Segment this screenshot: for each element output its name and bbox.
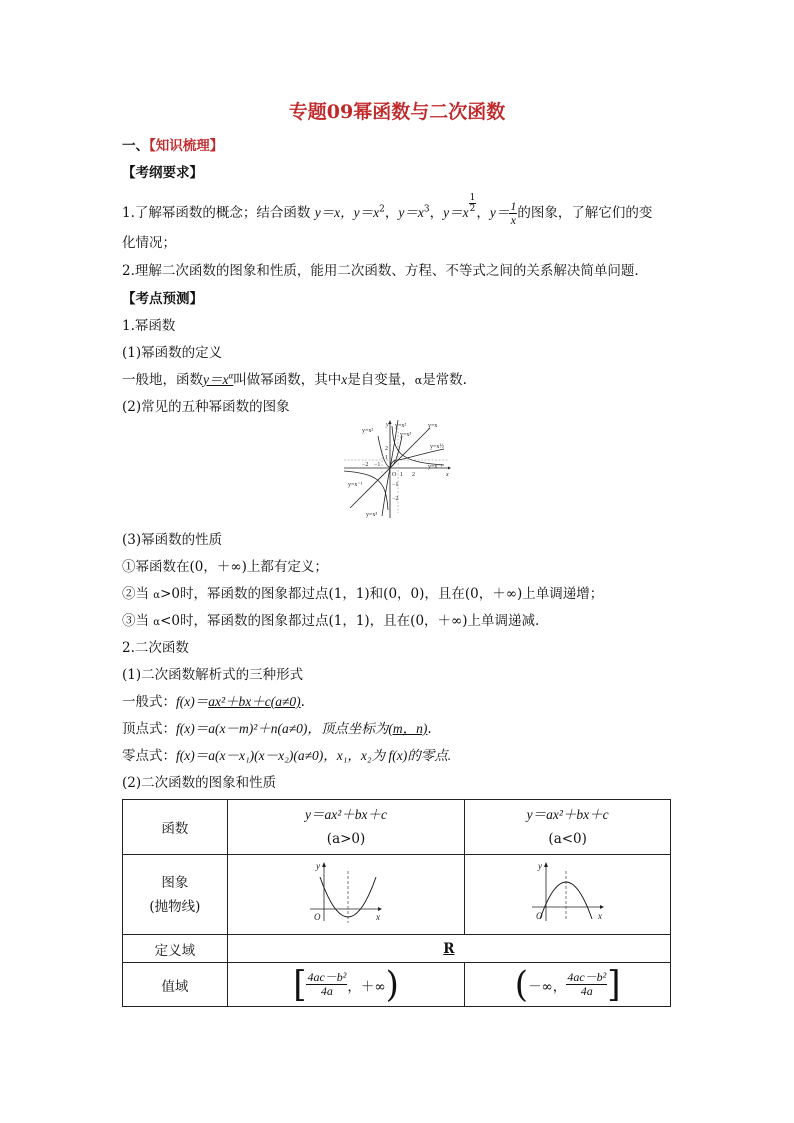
pos-axis-y-label: y: [316, 860, 321, 871]
pos-y-arrow: [322, 862, 326, 867]
neg-axis-y-label: y: [537, 860, 542, 871]
table-row-function: [123, 800, 671, 855]
neg-y-arrow: [544, 862, 548, 867]
general-f: f(x)＝: [176, 694, 209, 709]
power-prop-2: [122, 582, 603, 602]
tick-neg2: −2: [362, 462, 369, 468]
graph-axis-x: x: [446, 472, 449, 478]
form-zero: [122, 744, 451, 764]
table-row-range: [123, 963, 671, 1007]
tick-neg1: −1: [374, 462, 381, 468]
form-general: [122, 690, 305, 710]
tick-2: 2: [412, 472, 415, 478]
section-knowledge: [122, 134, 223, 154]
tick-yneg1: −1: [392, 482, 399, 488]
label-y-xinv: y=x⁻¹: [428, 464, 443, 470]
def-formula-base: y＝x: [203, 372, 229, 387]
req1-f4-den: 2: [469, 204, 476, 214]
graph-axis-y: y: [386, 422, 389, 428]
cell-graph-pos: [227, 855, 465, 935]
power-prop-1: ①幂函数在(0，＋∞)上都有定义；: [122, 559, 328, 575]
req1-lead: 1.了解幂函数的概念；结合函数: [122, 205, 311, 221]
label-y-eq-x: y=x: [428, 423, 438, 429]
general-expr: ax²＋bx＋c(a≠0): [208, 694, 301, 709]
label-y-x3: y=x³: [400, 432, 412, 438]
vertex-f: f(x)＝a(x－m)²＋n(a≠0)，顶点坐标为: [176, 721, 389, 736]
section-label: 【知识梳理】: [149, 138, 224, 154]
prop2-tail: >0时，幂函数的图象都过点(1，1)和(0，0)，且在(0，＋∞)上单调递增；: [160, 586, 604, 602]
table-row-domain: [123, 935, 671, 963]
label-y-xinv-left: y=x⁻¹: [348, 482, 363, 488]
req1-f3-exp: 3: [423, 204, 430, 215]
pos-origin-label: O: [314, 911, 321, 922]
power-def-title: (1)幂函数的定义: [122, 345, 223, 361]
neg-x-arrow: [600, 905, 604, 909]
def-formula: [203, 372, 233, 387]
cell-range-label: 值域: [123, 963, 228, 1007]
req1-f2: y＝x: [353, 205, 380, 220]
range-pos-right-bracket: ): [385, 963, 399, 1006]
cell-domain-value: [227, 935, 670, 963]
requirement-1: [122, 193, 652, 227]
prop3-lead: ③当: [122, 613, 149, 629]
tick-y1: 1: [385, 455, 388, 461]
tick-y2: 2: [385, 446, 388, 452]
quadratic-graph-title: (2)二次函数的图象和性质: [122, 775, 277, 791]
y-axis-arrow: [389, 420, 392, 424]
cell-function-pos: [227, 800, 465, 855]
req1-f3-comma: ，: [429, 205, 444, 221]
def-mid: 叫做幂函数，其中: [233, 372, 342, 388]
pos-axis-x-label: x: [376, 911, 381, 922]
range-neg-left-bracket: (: [514, 963, 529, 1006]
prop3-tail: <0时，幂函数的图象都过点(1，1)，且在(0，＋∞)上单调递减.: [160, 613, 540, 629]
req1-tail: 的图象，了解它们的变: [517, 205, 653, 221]
def-alpha: α: [414, 374, 423, 387]
label-y-x2-left: y=x²: [362, 428, 374, 434]
label-y-xhalf: y=x½: [430, 444, 444, 450]
req1-f5-num: 1: [510, 199, 517, 213]
heading-requirements: 【考纲要求】: [122, 165, 203, 181]
cell-function-label: 函数: [123, 800, 228, 855]
power-prop-3: [122, 609, 539, 629]
x-axis-arrow: [448, 467, 451, 470]
graph-label-a: 图象: [161, 874, 189, 891]
cell-domain-label: 定义域: [123, 935, 228, 963]
range-pos-den: 4a: [320, 984, 333, 998]
parabola-up-graph: [306, 859, 386, 927]
power-prop-title: (3)幂函数的性质: [122, 532, 223, 548]
req1-f2-comma: ，: [384, 205, 399, 221]
range-pos-left-bracket: [: [293, 963, 307, 1006]
prop3-alpha: α: [153, 617, 161, 628]
req1-f4-num: 1: [469, 193, 476, 203]
power-def-text: [122, 368, 467, 388]
vertex-point: (m，n): [388, 721, 428, 736]
def-mid2: 是自变量，: [347, 372, 415, 388]
def-x: x: [341, 372, 348, 387]
range-pos-frac: [306, 971, 347, 998]
general-tail: .: [300, 694, 305, 710]
cell-graph-neg: [465, 855, 671, 935]
req1-f2-exp: 2: [379, 204, 385, 215]
general-lead: 一般式：: [122, 694, 176, 710]
range-pos-tail: ，＋∞: [347, 978, 386, 995]
tick-1: 1: [400, 472, 403, 478]
power-function-title: 1.幂函数: [122, 318, 176, 334]
zero-lead: 零点式：: [122, 748, 176, 764]
quadratic-properties-table: [122, 799, 671, 1007]
range-pos-num: 4ac－b²: [307, 970, 347, 984]
quadratic-title: 2.二次函数: [122, 640, 189, 656]
range-neg-frac: [566, 971, 607, 998]
power-graph-title: (2)常见的五种幂函数的图象: [122, 399, 290, 415]
range-neg-head: －∞，: [528, 978, 567, 995]
parabola-down-graph: [528, 859, 608, 927]
range-neg-num: 4ac－b²: [567, 970, 607, 984]
power-functions-graph: [340, 418, 452, 520]
neg-axis-x-label: x: [597, 910, 602, 921]
domain-value: R: [443, 940, 455, 957]
cell-graph-label: [123, 855, 228, 935]
req1-f3: y＝x: [398, 205, 424, 220]
zero-f: f(x)＝a(x－x₁)(x－x₂)(a≠0)，x₁，x₂为 f(x)的零点.: [176, 748, 452, 763]
graph-label-b: (抛物线): [149, 898, 201, 915]
cell-range-neg: [465, 963, 671, 1007]
req1-f5: y＝: [489, 205, 510, 220]
cell-range-pos: [227, 963, 465, 1007]
fn-pos: y＝ax²＋bx＋c: [305, 807, 388, 822]
req1-f5-den: x: [510, 213, 516, 227]
label-y-x3-low: y=x³: [366, 512, 378, 518]
section-prefix: 一、: [122, 138, 149, 154]
prop2-alpha: α: [153, 590, 161, 601]
def-formula-exp: α: [228, 370, 234, 381]
vertex-lead: 顶点式：: [122, 721, 176, 737]
page-title: 专题09幂函数与二次函数: [288, 101, 506, 123]
req1-f4-comma: ，: [476, 205, 490, 221]
cond-neg: (a<0): [548, 831, 587, 847]
def-lead: 一般地，函数: [122, 372, 203, 388]
neg-origin-label: O: [535, 910, 543, 921]
range-neg-den: 4a: [580, 984, 593, 998]
req1-f4: y＝x: [443, 205, 469, 220]
requirement-2: 2.理解二次函数的图象和性质，能用二次函数、方程、不等式之间的关系解决简单问题.: [122, 263, 639, 279]
cond-pos: (a>0): [326, 831, 366, 847]
cell-function-neg: [465, 800, 671, 855]
prop2-lead: ②当: [122, 586, 149, 602]
label-y-x2: y=x²: [395, 423, 407, 429]
tick-yneg2: −2: [392, 496, 399, 502]
fn-neg: y＝ax²＋bx＋c: [526, 807, 609, 822]
form-vertex: [122, 717, 432, 737]
req1-f1: y＝x，: [314, 205, 354, 220]
vertex-tail: .: [427, 721, 432, 737]
range-neg-right-bracket: ]: [607, 963, 621, 1006]
quadratic-forms-title: (1)二次函数解析式的三种形式: [122, 667, 304, 683]
table-row-graph: [123, 855, 671, 935]
graph-origin: O: [392, 472, 397, 478]
requirement-1-cont: 化情况；: [122, 235, 176, 251]
def-tail: 是常数.: [422, 372, 467, 388]
pos-x-arrow: [378, 907, 382, 911]
heading-prediction: 【考点预测】: [122, 291, 203, 307]
